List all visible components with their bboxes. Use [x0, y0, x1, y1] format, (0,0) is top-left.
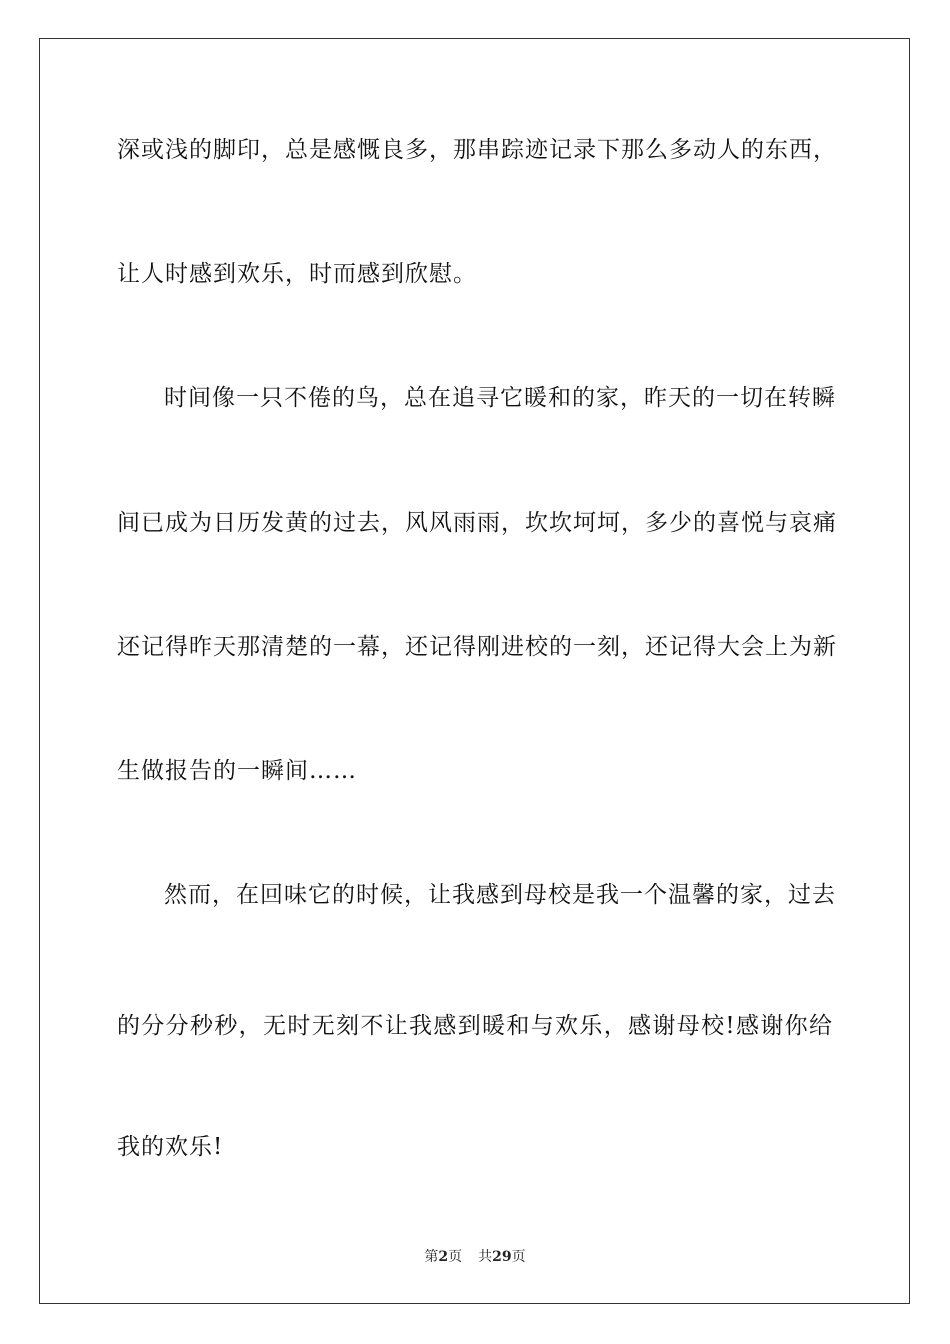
text-line-1: 深或浅的脚印，总是感慨良多，那串踪迹记录下那么多动人的东西， — [117, 137, 837, 163]
page-suffix: 页 — [448, 1249, 463, 1265]
text-line-3: 时间像一只不倦的鸟，总在追寻它暖和的家，昨天的一切在转瞬 — [164, 385, 836, 411]
text-line-4: 间已成为日历发黄的过去，风风雨雨，坎坎坷坷，多少的喜悦与哀痛 — [117, 510, 837, 536]
page-prefix: 第 — [424, 1249, 439, 1265]
text-line-8: 的分分秒秒，无时无刻不让我感到暖和与欢乐，感谢母校!感谢你给 — [117, 1013, 833, 1039]
text-line-2: 让人时感到欢乐，时而感到欣慰。 — [117, 261, 477, 287]
page-number: 2 — [438, 1249, 449, 1265]
page-border — [39, 38, 910, 1304]
total-prefix: 共 — [478, 1249, 493, 1265]
page-footer — [0, 1248, 950, 1266]
text-line-7: 然而，在回味它的时候，让我感到母校是我一个温馨的家，过去 — [164, 882, 836, 908]
total-pages: 29 — [492, 1249, 512, 1265]
text-line-9: 我的欢乐! — [117, 1134, 224, 1160]
text-line-6: 生做报告的一瞬间…… — [117, 758, 357, 784]
text-line-5: 还记得昨天那清楚的一幕，还记得刚进校的一刻，还记得大会上为新 — [117, 634, 837, 660]
total-suffix: 页 — [511, 1249, 526, 1265]
